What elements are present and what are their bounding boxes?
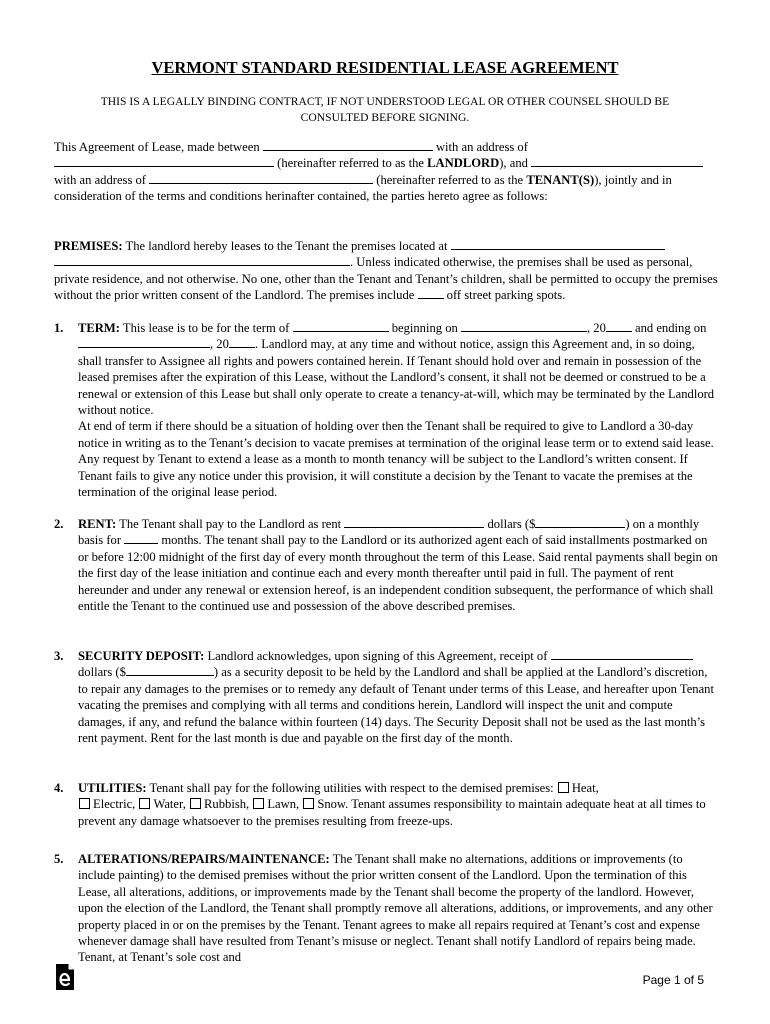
heat-checkbox[interactable] [558, 782, 569, 793]
section-text: and ending on [635, 321, 707, 335]
rent-amount-blank[interactable] [535, 516, 625, 528]
section-text: dollars ($ [487, 517, 536, 531]
term-start-blank[interactable] [461, 320, 587, 332]
rubbish-label: Rubbish, [204, 797, 250, 812]
tenant-label: TENANT(S) [526, 172, 595, 187]
intro-text: ), and [499, 156, 528, 171]
section-text: Tenant assumes responsibility to maintain adequate heat at all times to prevent any damage whatsoever to the premises resulting from freeze-ups. [78, 797, 706, 828]
intro-text: with an address of [435, 140, 528, 154]
intro-paragraph [54, 139, 718, 205]
snow-checkbox[interactable] [303, 798, 314, 809]
section-number: 5. [54, 852, 64, 866]
section-label: ALTERATIONS/REPAIRS/MAINTENANCE: [78, 852, 330, 866]
section-text: ) on a monthly basis for [78, 517, 700, 548]
premises-text: . Unless indicated otherwise, the premises shall be used as personal, private residence, and not otherwise. No one, other than the Tenant and Tenant’s children, shall be permitted to occupy the premises without the prior written consent of the Landlord. The premises include [54, 255, 718, 303]
lawn-label: Lawn, [267, 797, 300, 812]
parking-spots-blank[interactable] [418, 287, 444, 299]
section-label: TERM: [78, 321, 120, 335]
deposit-amount-blank[interactable] [126, 664, 214, 676]
section-text: Landlord acknowledges, upon signing of this Agreement, receipt of [207, 649, 548, 663]
rent-months-blank[interactable] [124, 532, 158, 544]
section-text: months. The tenant shall pay to the Landlord or its authorized agent each of said installments postmarked on or before 12:00 midnight of the first day of every month throughout the term of this Lease. Said rental payments shall begin on the first day of the lease initiation and continue each and every month thereafter until paid in full. The payment of rent hereunder and under any renewal or extension hereof, is an independent condition subsequent, the performance of which shall entitle the Tenant to the continued use and possession of the above described premises. [78, 533, 718, 614]
intro-text: ), jointly and in consideration of the terms and conditions herinafter contained, the parties hereto agree as follows: [54, 172, 672, 204]
section-text: The Tenant shall pay to the Landlord as rent [119, 517, 342, 531]
intro-text: (hereinafter referred to as [376, 172, 505, 187]
subtitle-line-1: THIS IS A LEGALLY BINDING CONTRACT, IF NOT UNDERSTOOD LEGAL OR OTHER COUNSEL SHOULD BE [100, 95, 670, 108]
section-number: 2. [54, 517, 64, 531]
section-text: , 20 [210, 337, 229, 352]
water-label: Water, [153, 797, 186, 812]
premises-paragraph [54, 238, 718, 304]
heat-label: Heat, [571, 781, 599, 795]
intro-text: with an address of [54, 172, 146, 187]
term-end-blank[interactable] [78, 336, 210, 348]
snow-label: Snow. [317, 797, 349, 812]
section-text: beginning on [391, 321, 458, 335]
section-text: The Tenant shall make no alternations, additions or improvements (to include painting) to the demised premises without the prior written consent of the Landlord. Upon the termination of this Lease, all alterations, additions, or improvements made by the Tenant shall become the property of the landlord. However, upon the election of the Landlord, the Tenant shall promptly remove all alterations, additions, or improvements, and any other property placed in or on the premises by the Tenant. Tenant agrees to make all repairs required at Tenant’s cost and expense whenever damage shall have resulted from Tenant’s misuse or neglect. Tenant shall notify Landlord of repairs being made. Tenant, at Tenant’s sole cost and [78, 852, 713, 965]
section-text: , 20 [586, 321, 606, 335]
lawn-checkbox[interactable] [253, 798, 264, 809]
section-label: SECURITY DEPOSIT: [78, 649, 205, 663]
landlord-name-blank[interactable] [263, 139, 433, 151]
premises-text: off street parking spots. [446, 288, 566, 303]
page-number: Page 1 of 5 [642, 973, 704, 987]
premises-text: The landlord hereby leases to the Tenant the premises located at [125, 239, 448, 253]
premises-address-blank[interactable] [451, 238, 665, 250]
premises-label: PREMISES: [54, 239, 123, 253]
section-security-deposit [54, 648, 718, 746]
document-subtitle [70, 94, 700, 126]
section-number: 1. [54, 321, 64, 335]
section-text: . Landlord may, at any time and without notice, assign this Agreement and, in so doing, shall transfer to Assignee all rights and powers contained herein. If Tenant should hold over and remain in possession of the leased premises after the expiration of this Lease, without the Landlord’s consent, it shall not be deemed or construed to be a renewal or extension of this Lease but shall only operate to create a tenancy-at-will, which may be terminated by the Landlord without notice. [78, 337, 715, 418]
landlord-address-blank[interactable] [54, 155, 274, 167]
section-number: 3. [54, 649, 64, 663]
section-alterations [54, 851, 718, 966]
section-text: Tenant shall pay for the following utilities with respect to the demised premises: [149, 781, 554, 795]
landlord-label: LANDLORD [427, 156, 500, 171]
tenant-address-blank[interactable] [149, 172, 373, 184]
electric-checkbox[interactable] [79, 798, 90, 809]
document-title: VERMONT STANDARD RESIDENTIAL LEASE AGREEMENT [151, 58, 619, 77]
term-end-year-blank[interactable] [229, 336, 255, 348]
eforms-logo-icon [54, 962, 76, 992]
rubbish-checkbox[interactable] [190, 798, 201, 809]
section-text: ) as a security deposit to be held by the Landlord and shall be applied at the Landlord’s discretion, to repair any damages to the premises or to remedy any default of Tenant under terms of this Lease, and hereafter upon Tenant vacating the premises and complying with all terms and conditions herein, Landlord will inspect the unit and compute damages, if any, and refund the balance within fourteen (14) days. The Security Deposit shall not be used as the last month’s rent payment. Rent for the last month is due and payable on the first day of the month. [78, 665, 714, 746]
section-label: RENT: [78, 517, 117, 531]
section-text: dollars ($ [78, 665, 126, 680]
electric-label: Electric, [93, 797, 136, 812]
term-start-year-blank[interactable] [606, 320, 632, 332]
section-label: UTILITIES: [78, 781, 147, 795]
term-length-blank[interactable] [293, 320, 389, 332]
section-rent [54, 516, 718, 614]
section-term [54, 320, 718, 500]
premises-address-blank-2[interactable] [54, 254, 350, 266]
section-number: 4. [54, 781, 64, 795]
section-text: This lease is to be for the term of [122, 321, 290, 335]
intro-text: (hereinafter referred to as the [277, 156, 424, 171]
tenant-name-blank[interactable] [531, 155, 703, 167]
water-checkbox[interactable] [139, 798, 150, 809]
section-text: At end of term if there should be a situation of holding over then the Tenant shall be required to give to Landlord a 30-day notice in writing as to the Tenant’s decision to vacate premises at termination of the original lease term or to extend said lease. Any request by Tenant to extend a lease as a month to month tenancy will be subject to the Landlord’s written consent. If Tenant fails to give any notice under this provision, it will constitute a decision by the Tenant to vacate the premises at the termination of the original lease period. [78, 419, 714, 500]
subtitle-line-2: CONSULTED BEFORE SIGNING. [300, 111, 470, 124]
intro-text: This Agreement of Lease, made between [54, 140, 260, 154]
section-utilities [54, 780, 718, 829]
intro-text: the [507, 172, 524, 187]
rent-amount-words-blank[interactable] [344, 516, 484, 528]
deposit-amount-words-blank[interactable] [551, 648, 693, 660]
